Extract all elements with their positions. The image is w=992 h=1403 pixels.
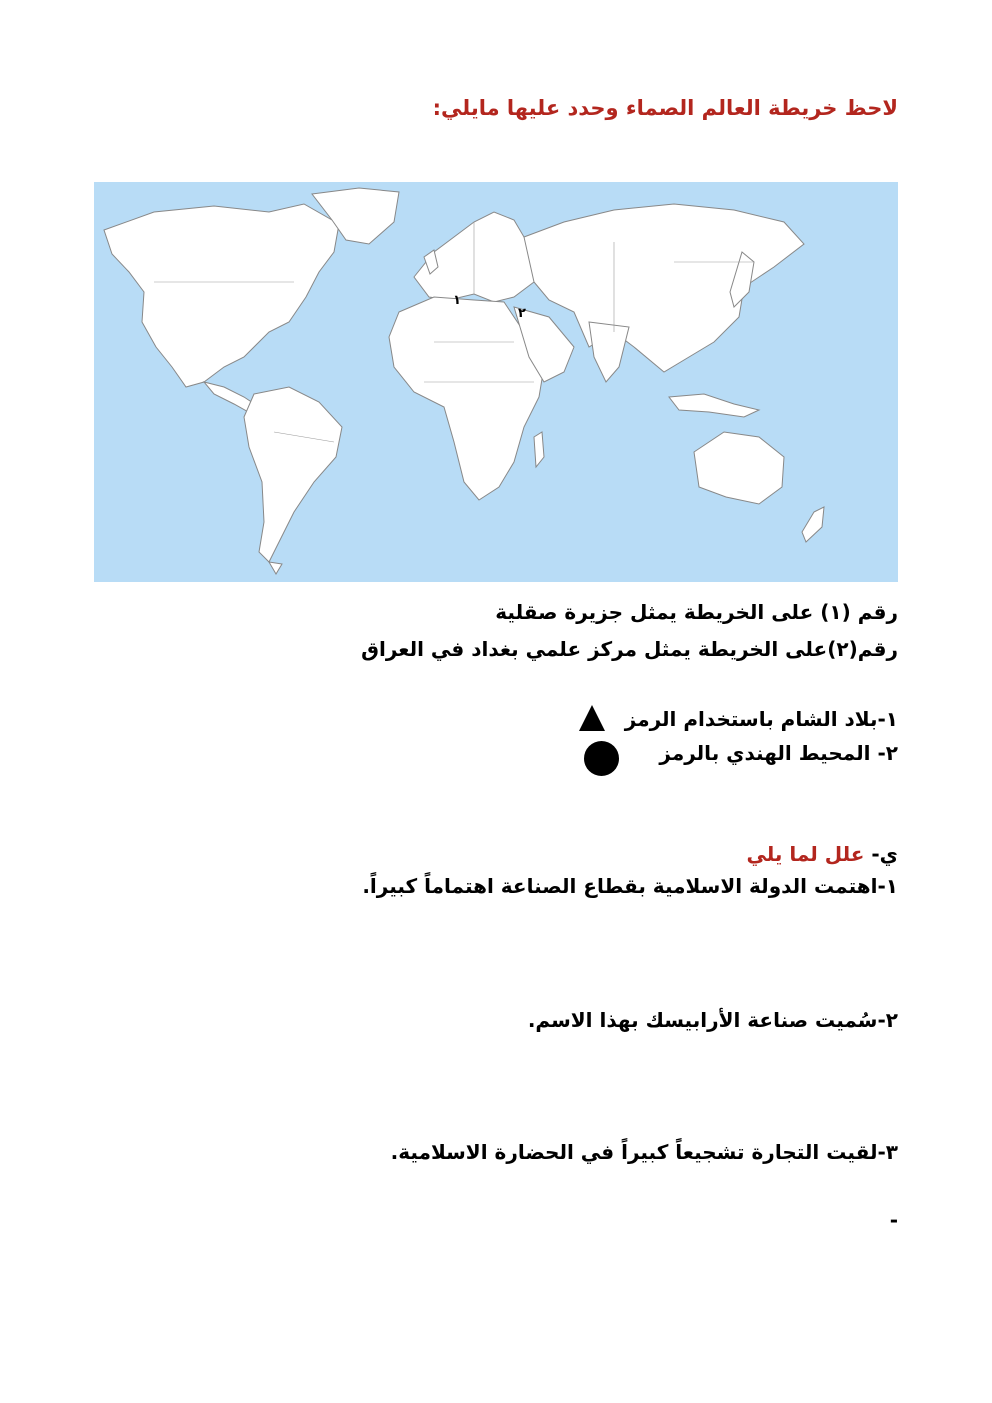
fact-line-1: رقم (١) على الخريطة يمثل جزيرة صقلية	[495, 600, 898, 624]
indonesia-shape	[669, 394, 759, 417]
north-america-shape	[104, 204, 339, 387]
question-2: ٢-سُميت صناعة الأرابيسك بهذا الاسم.	[527, 1008, 898, 1032]
task-line-2: ٢- المحيط الهندي بالرمز	[659, 741, 898, 765]
tierra-del-fuego-shape	[269, 562, 282, 574]
fact-line-2: رقم(٢)على الخريطة يمثل مركز علمي بغداد في العراق	[361, 637, 898, 661]
blank-world-map	[94, 182, 898, 582]
task-line-1: ١-بلاد الشام باستخدام الرمز	[624, 707, 898, 731]
worksheet-heading: لاحظ خريطة العالم الصماء وحدد عليها مايلي:	[432, 96, 898, 120]
section-title: علل لما يلي	[746, 842, 872, 866]
india-shape	[589, 322, 629, 382]
question-3: ٣-لقيت التجارة تشجيعاً كبيراً في الحضارة الاسلامية.	[390, 1140, 898, 1164]
question-1: ١-اهتمت الدولة الاسلامية بقطاع الصناعة اهتماماً كبيراً.	[362, 874, 898, 898]
map-label-sicily: ١	[453, 293, 461, 308]
circle-symbol-icon	[584, 741, 619, 776]
section-heading	[746, 842, 898, 866]
south-america-shape	[244, 387, 342, 562]
world-map-graphic	[94, 182, 898, 582]
triangle-symbol-icon	[579, 705, 605, 731]
new-zealand-shape	[802, 507, 824, 542]
madagascar-shape	[534, 432, 544, 467]
answer-line-marker: -	[889, 1208, 898, 1232]
map-label-baghdad: ٢	[518, 306, 526, 321]
section-prefix: ي-	[871, 842, 898, 866]
australia-shape	[694, 432, 784, 504]
